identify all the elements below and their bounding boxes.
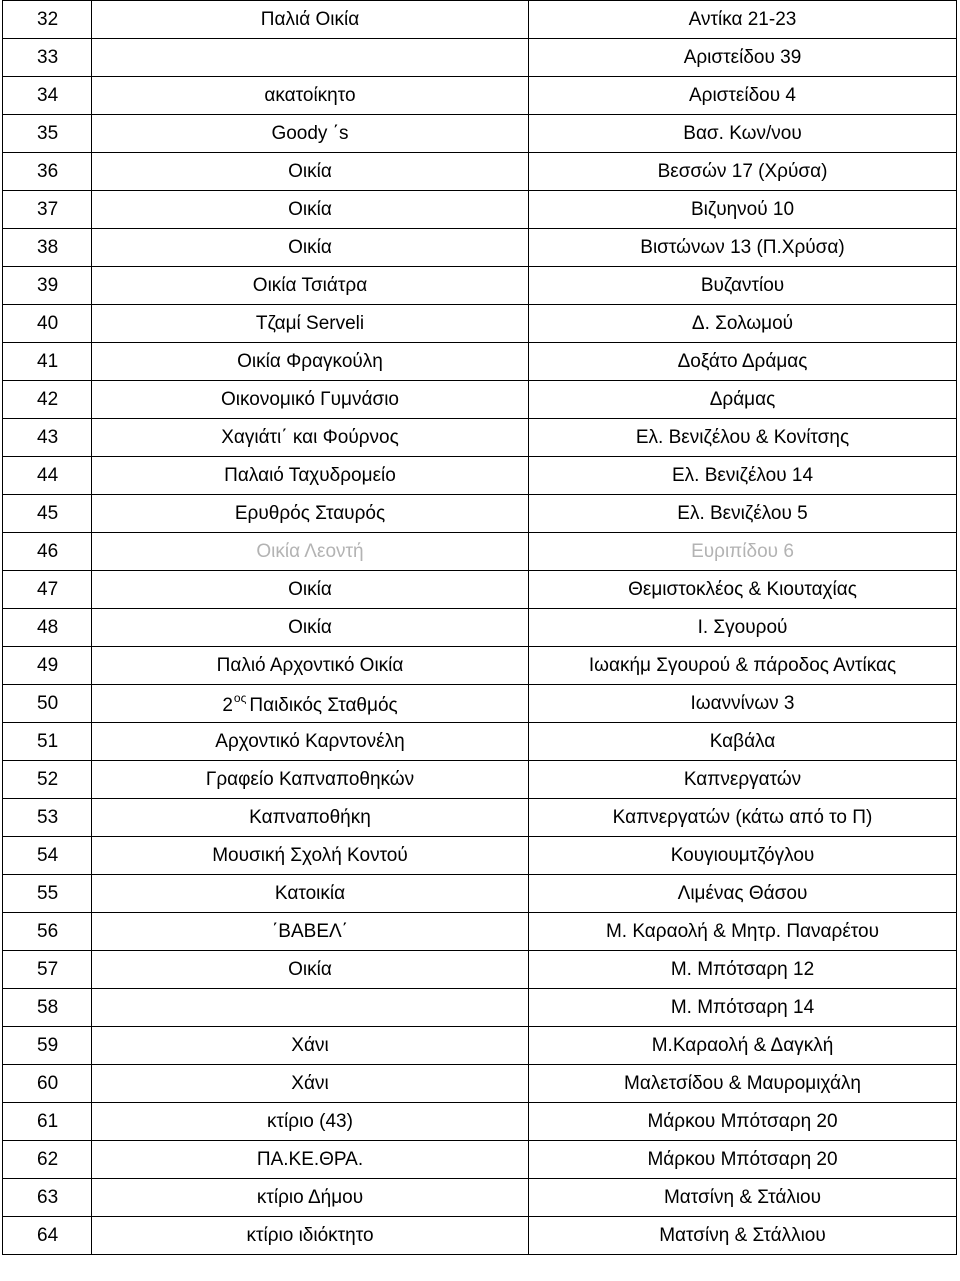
building-address: Καβάλα (529, 723, 957, 761)
building-address: Βιστώνων 13 (Π.Χρύσα) (529, 229, 957, 267)
table-row (3, 647, 957, 685)
building-name: Οικονομικό Γυμνάσιο (92, 381, 529, 419)
row-number: 53 (3, 799, 92, 837)
building-address: Κουγιουμτζόγλου (529, 837, 957, 875)
building-address: Ιωαννίνων 3 (529, 685, 957, 723)
building-name: Χαγιάτι΄ και Φούρνος (92, 419, 529, 457)
row-number: 60 (3, 1065, 92, 1103)
building-name: ΠΑ.ΚΕ.ΘΡΑ. (92, 1141, 529, 1179)
row-number: 51 (3, 723, 92, 761)
building-name: Οικία (92, 571, 529, 609)
building-name (92, 989, 529, 1027)
building-address: Δ. Σολωμού (529, 305, 957, 343)
name-ordinal-number: 2 (222, 694, 233, 716)
building-address: Μάρκου Μπότσαρη 20 (529, 1141, 957, 1179)
building-name: ΄ΒΑΒΕΛ΄ (92, 913, 529, 951)
row-number: 33 (3, 39, 92, 77)
building-name: Οικία Φραγκούλη (92, 343, 529, 381)
row-number: 59 (3, 1027, 92, 1065)
row-number: 49 (3, 647, 92, 685)
row-number: 52 (3, 761, 92, 799)
table-row (3, 305, 957, 343)
building-name: Οικία (92, 609, 529, 647)
row-number: 46 (3, 533, 92, 571)
row-number: 41 (3, 343, 92, 381)
building-name (92, 39, 529, 77)
building-address: Ελ. Βενιζέλου 5 (529, 495, 957, 533)
table-row (3, 457, 957, 495)
table-row (3, 495, 957, 533)
table-row (3, 1103, 957, 1141)
building-name: Ερυθρός Σταυρός (92, 495, 529, 533)
row-number: 45 (3, 495, 92, 533)
row-number: 48 (3, 609, 92, 647)
building-name: Οικία Λεοντή (92, 533, 529, 571)
building-name: Κατοικία (92, 875, 529, 913)
table-row (3, 1065, 957, 1103)
building-address: Ματσίνη & Στάλιου (529, 1179, 957, 1217)
table-row (3, 1179, 957, 1217)
name-ordinal-suffix: ος (233, 690, 247, 705)
building-name-cell (92, 685, 529, 723)
row-number: 56 (3, 913, 92, 951)
table-row (3, 343, 957, 381)
building-name: Παλιό Αρχοντικό Οικία (92, 647, 529, 685)
table-row (3, 115, 957, 153)
table-row (3, 837, 957, 875)
building-address: Μ. Καραολή & Μητρ. Παναρέτου (529, 913, 957, 951)
building-name: Μουσική Σχολή Κοντού (92, 837, 529, 875)
table-row (3, 1141, 957, 1179)
table-row (3, 267, 957, 305)
building-name: Παιδικός Σταθμός (249, 694, 398, 716)
row-number: 34 (3, 77, 92, 115)
table-row (3, 571, 957, 609)
table-row (3, 39, 957, 77)
table-row (3, 609, 957, 647)
building-name: Οικία (92, 191, 529, 229)
building-name: Goody ΄s (92, 115, 529, 153)
table-row (3, 1217, 957, 1255)
table-row (3, 1, 957, 39)
building-name: Χάνι (92, 1065, 529, 1103)
building-address: Μαλετσίδου & Μαυρομιχάλη (529, 1065, 957, 1103)
table-row (3, 685, 957, 723)
building-address: Δράμας (529, 381, 957, 419)
building-address: Μ.Καραολή & Δαγκλή (529, 1027, 957, 1065)
building-address: Βεσσών 17 (Χρύσα) (529, 153, 957, 191)
building-name: κτίριο Δήμου (92, 1179, 529, 1217)
building-address: Θεμιστοκλέος & Κιουταχίας (529, 571, 957, 609)
table-row (3, 913, 957, 951)
table-row (3, 761, 957, 799)
building-name: ακατοίκητο (92, 77, 529, 115)
building-address: Μ. Μπότσαρη 14 (529, 989, 957, 1027)
table-row (3, 799, 957, 837)
building-address: Βασ. Κων/νου (529, 115, 957, 153)
building-name: Χάνι (92, 1027, 529, 1065)
building-address: Ελ. Βενιζέλου 14 (529, 457, 957, 495)
table-row (3, 989, 957, 1027)
row-number: 64 (3, 1217, 92, 1255)
table-row (3, 951, 957, 989)
row-number: 32 (3, 1, 92, 39)
row-number: 50 (3, 685, 92, 723)
table-row (3, 191, 957, 229)
row-number: 43 (3, 419, 92, 457)
row-number: 63 (3, 1179, 92, 1217)
row-number: 38 (3, 229, 92, 267)
row-number: 40 (3, 305, 92, 343)
building-list-table (2, 0, 957, 1255)
building-address: Μ. Μπότσαρη 12 (529, 951, 957, 989)
building-address: Καπνεργατών (529, 761, 957, 799)
row-number: 37 (3, 191, 92, 229)
row-number: 62 (3, 1141, 92, 1179)
table-row (3, 381, 957, 419)
building-name: Οικία Τσιάτρα (92, 267, 529, 305)
building-name: Παλαιό Ταχυδρομείο (92, 457, 529, 495)
building-name: κτίριο (43) (92, 1103, 529, 1141)
table-row (3, 1027, 957, 1065)
building-name: Τζαμί Serveli (92, 305, 529, 343)
table-row (3, 419, 957, 457)
row-number: 61 (3, 1103, 92, 1141)
building-address: Ι. Σγουρού (529, 609, 957, 647)
table-row (3, 723, 957, 761)
building-address: Καπνεργατών (κάτω από το Π) (529, 799, 957, 837)
row-number: 54 (3, 837, 92, 875)
building-name: κτίριο ιδιόκτητο (92, 1217, 529, 1255)
building-name: Οικία (92, 153, 529, 191)
building-address: Ματσίνη & Στάλλιου (529, 1217, 957, 1255)
building-name: Οικία (92, 229, 529, 267)
building-name: Καπναποθήκη (92, 799, 529, 837)
row-number: 42 (3, 381, 92, 419)
building-name: Γραφείο Καπναποθηκών (92, 761, 529, 799)
building-address: Αριστείδου 4 (529, 77, 957, 115)
row-number: 55 (3, 875, 92, 913)
building-address: Βιζυηνού 10 (529, 191, 957, 229)
building-address: Δοξάτο Δράμας (529, 343, 957, 381)
table-row (3, 77, 957, 115)
row-number: 36 (3, 153, 92, 191)
building-address: Λιμένας Θάσου (529, 875, 957, 913)
building-name: Οικία (92, 951, 529, 989)
building-name: Παλιά Οικία (92, 1, 529, 39)
table-row (3, 153, 957, 191)
table-row (3, 229, 957, 267)
row-number: 58 (3, 989, 92, 1027)
row-number: 39 (3, 267, 92, 305)
building-address: Βυζαντίου (529, 267, 957, 305)
table-row-faded (3, 533, 957, 571)
row-number: 47 (3, 571, 92, 609)
row-number: 44 (3, 457, 92, 495)
building-address: Ευριπίδου 6 (529, 533, 957, 571)
building-address: Ιωακήμ Σγουρού & πάροδος Αντίκας (529, 647, 957, 685)
building-address: Μάρκου Μπότσαρη 20 (529, 1103, 957, 1141)
building-address: Αντίκα 21-23 (529, 1, 957, 39)
row-number: 35 (3, 115, 92, 153)
building-name: Αρχοντικό Καρντονέλη (92, 723, 529, 761)
row-number: 57 (3, 951, 92, 989)
building-address: Ελ. Βενιζέλου & Κονίτσης (529, 419, 957, 457)
table-row (3, 875, 957, 913)
building-address: Αριστείδου 39 (529, 39, 957, 77)
